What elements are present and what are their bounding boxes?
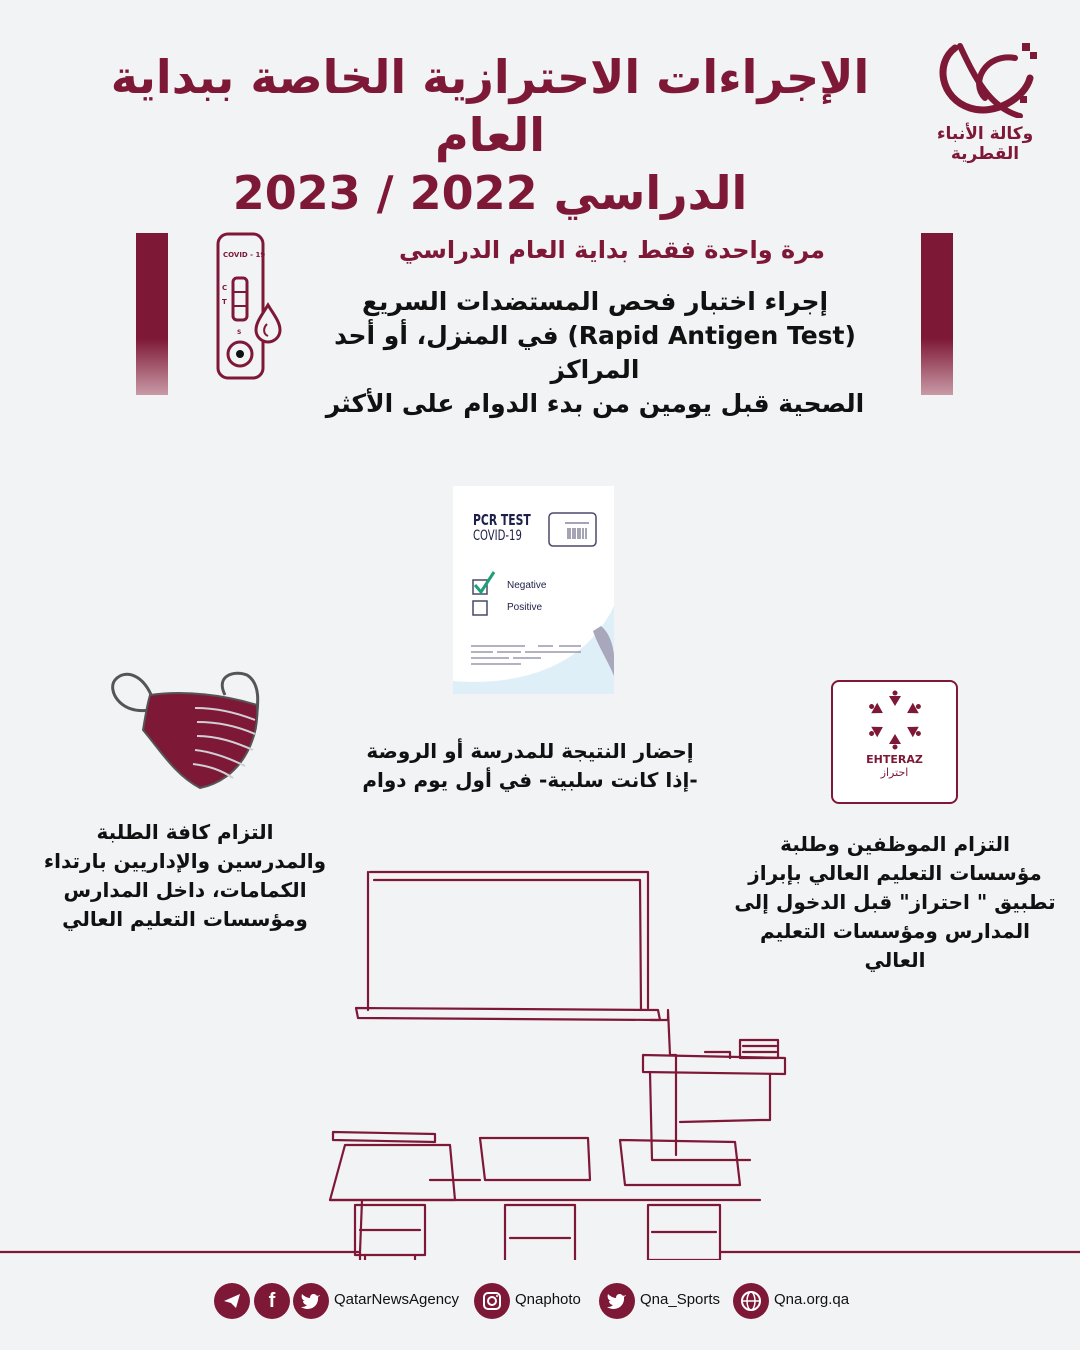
logo-text: [925, 124, 1045, 164]
mask-caption-line2: والمدرسين والإداريين بارتداء: [43, 849, 327, 873]
classroom-illustration: [0, 860, 1080, 1260]
rapid-test-line2: (Rapid Antigen Test) في المنزل، أو أحد المراكز: [334, 321, 856, 384]
kit-c-label: C: [222, 284, 228, 292]
ehteraz-caption-line4: المدارس ومؤسسات التعليم: [759, 919, 1031, 943]
ehteraz-emblem-icon: [863, 690, 927, 750]
logo-text-line1: وكالة الأنباء: [936, 124, 1034, 144]
pcr-caption-line2: -إذا كانت سلبية- في أول يوم دوام: [362, 768, 698, 792]
ehteraz-caption-line2: مؤسسات التعليم العالي بإبراز: [748, 861, 1042, 885]
title-line2: الدراسي 2022 / 2023: [232, 166, 748, 220]
twitter-link-sports[interactable]: [599, 1283, 635, 1319]
handle-main[interactable]: QatarNewsAgency: [334, 1291, 460, 1308]
kit-label: COVID - 19: [223, 251, 266, 259]
rapid-test-line3: الصحية قبل يومين من بدء الدوام على الأكثر: [325, 389, 865, 418]
check-icon: [475, 572, 494, 592]
footer-social-bar: [0, 1283, 1080, 1323]
pcr-caption: [360, 737, 700, 795]
instagram-link[interactable]: [474, 1283, 510, 1319]
title-line1: الإجراءات الاحترازية الخاصة ببداية العام: [110, 50, 870, 162]
twitter-icon: [301, 1292, 321, 1310]
instagram-icon: [482, 1291, 502, 1311]
website-label[interactable]: Qna.org.qa: [774, 1291, 850, 1308]
left-accent-bar: [136, 233, 168, 395]
pcr-caption-line1: إحضار النتيجة للمدرسة أو الروضة: [366, 739, 694, 763]
ehteraz-name-en: EHTERAZ: [866, 753, 923, 766]
qna-emblem-icon: [930, 38, 1040, 118]
rapid-test-subtitle: مرة واحدة فقط بداية العام الدراسي: [399, 236, 825, 264]
logo-text-line2: القطرية: [950, 144, 1020, 164]
right-accent-bar: [921, 233, 953, 395]
rapid-test-line1: إجراء اختبار فحص المستضدات السريع: [361, 287, 829, 316]
pcr-subtitle: COVID-19: [473, 528, 522, 544]
page-title: [90, 48, 890, 222]
mask-caption-line1: التزام كافة الطلبة: [96, 820, 274, 844]
pcr-option-positive: Positive: [507, 602, 543, 613]
ehteraz-caption-line5: العالي: [864, 948, 926, 972]
pcr-option-negative: Negative: [507, 580, 547, 591]
telegram-icon: [222, 1291, 242, 1311]
facebook-icon: f: [268, 1289, 276, 1312]
pcr-test-card: [453, 486, 614, 694]
kit-s-label: S: [237, 329, 242, 336]
globe-icon: [740, 1290, 762, 1312]
twitter-link-main[interactable]: [293, 1283, 329, 1319]
ehteraz-caption-line1: التزام الموظفين وطلبة: [780, 832, 1010, 856]
pcr-title: PCR TEST: [473, 511, 531, 529]
qna-logo: [925, 38, 1045, 164]
telegram-link[interactable]: [214, 1283, 250, 1319]
mask-caption-line4: ومؤسسات التعليم العالي: [62, 907, 308, 931]
website-link[interactable]: [733, 1283, 769, 1319]
ehteraz-name-ar: احتراز: [880, 766, 909, 779]
ehteraz-app-logo: [831, 680, 958, 804]
handle-sports[interactable]: Qna_Sports: [640, 1291, 721, 1308]
twitter-icon: [607, 1292, 627, 1310]
rapid-test-text: [290, 285, 900, 421]
face-mask-icon: [105, 670, 265, 790]
handle-instagram[interactable]: Qnaphoto: [515, 1291, 581, 1308]
facebook-link[interactable]: [254, 1283, 290, 1319]
rapid-test-kit-icon: [212, 230, 284, 382]
ehteraz-caption-line3: تطبيق " احتراز" قبل الدخول إلى: [734, 890, 1056, 914]
mask-caption-line3: الكمامات، داخل المدارس: [63, 878, 307, 902]
kit-t-label: T: [222, 298, 227, 306]
